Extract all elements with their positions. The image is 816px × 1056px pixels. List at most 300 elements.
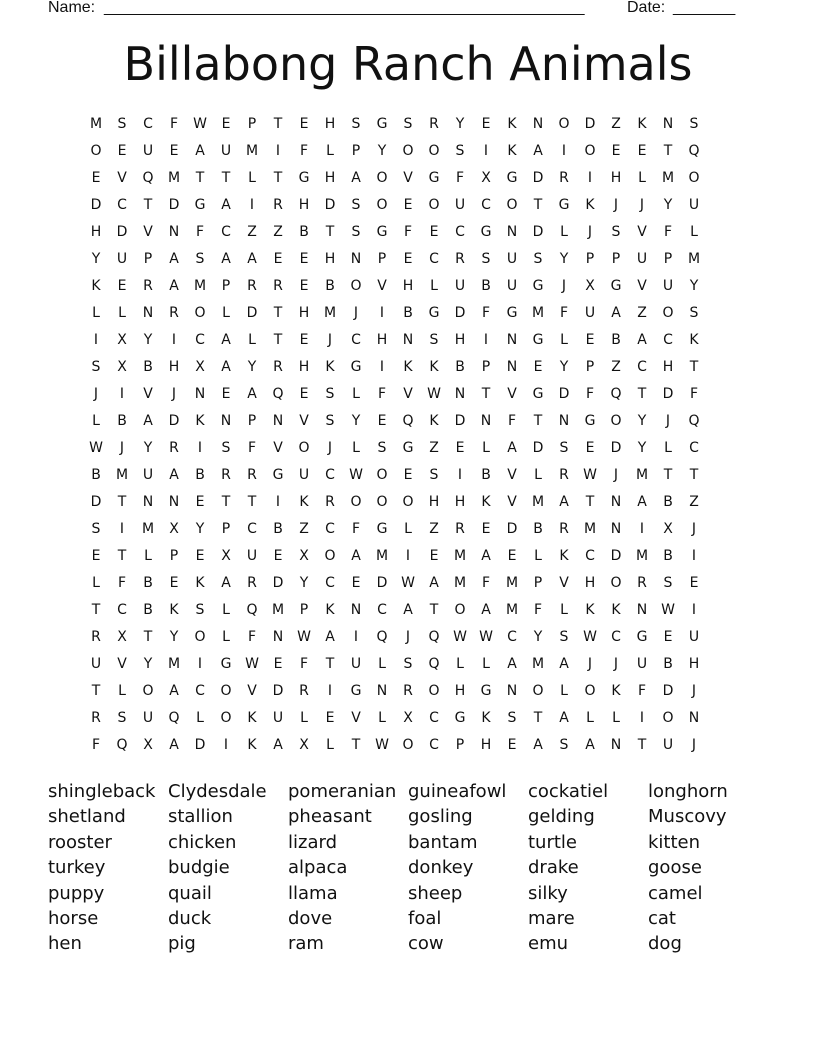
word-bank-item: guineafowl <box>408 781 507 802</box>
grid-letter: T <box>273 170 283 186</box>
grid-letter: N <box>662 116 674 132</box>
grid-letter: Y <box>559 359 569 375</box>
grid-letter: N <box>454 386 466 402</box>
grid-letter: R <box>91 629 101 645</box>
grid-letter: T <box>429 602 439 618</box>
grid-letter: G <box>194 197 206 213</box>
grid-letter: Y <box>559 251 569 267</box>
grid-letter: C <box>325 521 335 537</box>
grid-letter: J <box>665 413 671 429</box>
grid-letter: W <box>193 116 207 132</box>
grid-letter: D <box>506 521 518 537</box>
word-bank-item: camel <box>648 882 703 904</box>
word-bank-item: gosling <box>408 806 473 828</box>
grid-letter: E <box>169 143 179 159</box>
grid-letter: U <box>298 467 310 483</box>
grid-letter: Q <box>272 386 284 402</box>
grid-letter: G <box>402 440 414 456</box>
grid-letter: O <box>610 575 622 591</box>
grid-letter: I <box>119 521 125 537</box>
grid-letter: P <box>221 521 231 537</box>
grid-letter: E <box>403 251 413 267</box>
grid-letter: G <box>350 359 362 375</box>
grid-letter: A <box>169 251 179 267</box>
word-bank-item: goose <box>648 857 702 879</box>
grid-letter: I <box>171 332 177 348</box>
grid-letter: W <box>453 629 467 645</box>
grid-letter: C <box>429 251 439 267</box>
grid-letter: S <box>117 116 127 132</box>
grid-letter: W <box>583 467 597 483</box>
grid-letter: T <box>195 170 205 186</box>
grid-letter: K <box>247 710 257 726</box>
grid-letter: D <box>246 305 258 321</box>
word-bank-item: puppy <box>48 882 105 904</box>
grid-letter: F <box>663 224 673 240</box>
grid-letter: G <box>350 683 362 699</box>
grid-letter: R <box>559 467 569 483</box>
grid-letter: L <box>326 737 334 753</box>
grid-letter: E <box>585 440 595 456</box>
grid-letter: C <box>195 683 205 699</box>
grid-letter: S <box>221 440 231 456</box>
grid-letter: V <box>377 278 387 294</box>
grid-letter: I <box>275 494 281 510</box>
grid-letter: Z <box>689 494 699 510</box>
grid-letter: B <box>117 413 127 429</box>
grid-letter: P <box>169 548 179 564</box>
word-bank-item: lizard <box>288 831 337 853</box>
grid-letter: V <box>143 386 153 402</box>
grid-letter: R <box>91 710 101 726</box>
grid-letter: I <box>93 332 99 348</box>
grid-letter: E <box>273 548 283 564</box>
grid-letter: B <box>143 602 153 618</box>
grid-row <box>83 705 733 732</box>
grid-row <box>83 597 733 624</box>
grid-letter: E <box>637 143 647 159</box>
grid-letter: D <box>90 197 102 213</box>
grid-letter: N <box>610 737 622 753</box>
grid-letter: X <box>481 170 491 186</box>
word-bank-item: pig <box>168 933 196 955</box>
grid-letter: M <box>453 575 467 591</box>
grid-letter: C <box>507 629 517 645</box>
grid-letter: I <box>691 548 697 564</box>
grid-letter: Z <box>429 521 439 537</box>
grid-letter: J <box>119 440 125 456</box>
grid-letter: W <box>401 575 415 591</box>
grid-letter: G <box>532 332 544 348</box>
grid-letter: M <box>687 251 701 267</box>
grid-letter: F <box>533 602 543 618</box>
word-bank-item: hen <box>48 933 82 955</box>
grid-letter: F <box>351 521 361 537</box>
grid-letter: T <box>273 305 283 321</box>
grid-letter: E <box>195 548 205 564</box>
grid-letter: P <box>455 737 465 753</box>
grid-letter: C <box>429 737 439 753</box>
grid-letter: W <box>583 629 597 645</box>
grid-letter: O <box>428 143 440 159</box>
grid-letter: E <box>429 548 439 564</box>
grid-letter: T <box>689 359 699 375</box>
grid-letter: Z <box>611 359 621 375</box>
grid-letter: A <box>637 494 647 510</box>
grid-letter: G <box>220 656 232 672</box>
grid-letter: E <box>299 386 309 402</box>
grid-letter: X <box>663 521 673 537</box>
grid-letter: C <box>195 332 205 348</box>
grid-letter: X <box>117 629 127 645</box>
grid-letter: E <box>299 251 309 267</box>
grid-letter: O <box>142 683 154 699</box>
grid-letter: V <box>403 386 413 402</box>
grid-letter: L <box>300 710 308 726</box>
grid-letter: H <box>298 197 310 213</box>
grid-letter: X <box>299 548 309 564</box>
grid-letter: M <box>531 494 545 510</box>
grid-letter: O <box>194 305 206 321</box>
grid-letter: S <box>325 386 335 402</box>
grid-letter: G <box>272 467 284 483</box>
grid-letter: B <box>403 305 413 321</box>
grid-letter: Y <box>247 359 257 375</box>
grid-letter: I <box>197 656 203 672</box>
grid-letter: D <box>116 224 128 240</box>
grid-letter: S <box>611 224 621 240</box>
word-bank-item: drake <box>528 857 579 879</box>
grid-letter: E <box>299 332 309 348</box>
grid-letter: A <box>429 575 439 591</box>
grid-row <box>83 462 733 489</box>
grid-letter: O <box>90 143 102 159</box>
page-title: Billabong Ranch Animals <box>123 37 693 91</box>
word-bank-item: pomeranian <box>288 781 397 802</box>
grid-letter: T <box>143 629 153 645</box>
grid-letter: O <box>584 683 596 699</box>
grid-letter: O <box>428 197 440 213</box>
grid-letter: C <box>637 359 647 375</box>
grid-letter: K <box>585 602 595 618</box>
grid-letter: Y <box>637 413 647 429</box>
grid-letter: B <box>663 548 673 564</box>
grid-letter: T <box>533 413 543 429</box>
grid-letter: J <box>93 386 99 402</box>
grid-letter: M <box>167 656 181 672</box>
grid-letter: D <box>454 305 466 321</box>
grid-letter: A <box>221 359 231 375</box>
grid-letter: S <box>91 521 101 537</box>
grid-letter: Q <box>116 737 128 753</box>
grid-letter: E <box>299 278 309 294</box>
grid-letter: J <box>327 332 333 348</box>
grid-letter: J <box>613 467 619 483</box>
word-bank-item: pheasant <box>288 806 372 828</box>
grid-letter: E <box>351 575 361 591</box>
grid-letter: N <box>506 332 518 348</box>
name-blank-line: ______________________________________________________ <box>104 0 585 16</box>
grid-letter: G <box>428 305 440 321</box>
grid-letter: L <box>430 278 438 294</box>
grid-letter: I <box>119 386 125 402</box>
grid-letter: P <box>299 602 309 618</box>
grid-letter: N <box>350 251 362 267</box>
grid-letter: H <box>454 332 466 348</box>
grid-letter: O <box>298 440 310 456</box>
grid-letter: A <box>351 170 361 186</box>
grid-letter: L <box>586 710 594 726</box>
grid-letter: F <box>403 224 413 240</box>
grid-letter: F <box>169 116 179 132</box>
grid-letter: N <box>532 116 544 132</box>
grid-letter: U <box>142 710 154 726</box>
grid-letter: R <box>273 197 283 213</box>
word-bank-item: turkey <box>48 857 106 879</box>
grid-letter: Z <box>611 116 621 132</box>
grid-letter: B <box>663 656 673 672</box>
grid-letter: L <box>144 548 152 564</box>
grid-letter: H <box>168 359 180 375</box>
grid-letter: K <box>429 413 439 429</box>
grid-letter: E <box>481 116 491 132</box>
grid-letter: L <box>222 602 230 618</box>
grid-letter: C <box>247 521 257 537</box>
grid-letter: Y <box>195 521 205 537</box>
grid-letter: O <box>402 143 414 159</box>
grid-letter: R <box>143 278 153 294</box>
grid-letter: G <box>376 521 388 537</box>
grid-letter: P <box>611 251 621 267</box>
grid-letter: F <box>299 656 309 672</box>
grid-letter: E <box>377 413 387 429</box>
word-bank-item: ram <box>288 933 324 955</box>
grid-letter: F <box>195 224 205 240</box>
grid-row <box>83 381 733 408</box>
grid-letter: P <box>247 116 257 132</box>
grid-letter: N <box>610 494 622 510</box>
grid-letter: G <box>298 170 310 186</box>
grid-letter: R <box>169 440 179 456</box>
grid-letter: O <box>350 278 362 294</box>
grid-letter: H <box>402 278 414 294</box>
grid-letter: L <box>560 683 568 699</box>
grid-letter: Y <box>143 440 153 456</box>
grid-letter: O <box>662 710 674 726</box>
grid-letter: Q <box>688 143 700 159</box>
grid-letter: D <box>662 386 674 402</box>
grid-letter: K <box>507 143 517 159</box>
grid-letter: D <box>662 683 674 699</box>
grid-letter: J <box>613 656 619 672</box>
grid-letter: E <box>273 656 283 672</box>
word-bank-item: quail <box>168 882 212 904</box>
grid-letter: G <box>532 278 544 294</box>
grid-row <box>83 624 733 651</box>
grid-letter: A <box>247 251 257 267</box>
grid-letter: Z <box>299 521 309 537</box>
word-bank-item: chicken <box>168 831 237 853</box>
grid-letter: F <box>91 737 101 753</box>
grid-letter: T <box>689 467 699 483</box>
grid-letter: N <box>194 386 206 402</box>
grid-letter: R <box>169 305 179 321</box>
grid-letter: V <box>351 710 361 726</box>
grid-letter: E <box>117 278 127 294</box>
grid-letter: M <box>661 170 675 186</box>
grid-letter: N <box>220 413 232 429</box>
word-bank-row <box>48 906 788 931</box>
grid-letter: S <box>117 710 127 726</box>
grid-row <box>83 165 733 192</box>
grid-letter: Y <box>299 575 309 591</box>
word-bank-item: budgie <box>168 857 230 879</box>
grid-letter: T <box>273 116 283 132</box>
grid-letter: N <box>142 305 154 321</box>
grid-letter: M <box>583 521 597 537</box>
grid-letter: V <box>299 413 309 429</box>
grid-letter: Q <box>402 413 414 429</box>
grid-letter: L <box>92 413 100 429</box>
grid-letter: V <box>507 494 517 510</box>
grid-letter: Y <box>533 629 543 645</box>
grid-letter: R <box>429 116 439 132</box>
grid-letter: D <box>454 413 466 429</box>
word-bank-item: donkey <box>408 857 474 879</box>
date-blank-line: _______ <box>673 0 736 16</box>
grid-letter: F <box>637 683 647 699</box>
grid-letter: B <box>299 224 309 240</box>
grid-letter: H <box>428 494 440 510</box>
grid-letter: H <box>662 359 674 375</box>
grid-letter: L <box>118 305 126 321</box>
grid-letter: X <box>143 737 153 753</box>
grid-letter: L <box>664 440 672 456</box>
grid-letter: N <box>610 521 622 537</box>
grid-letter: R <box>273 359 283 375</box>
grid-letter: I <box>587 170 593 186</box>
word-bank-item: shetland <box>48 806 126 828</box>
grid-letter: W <box>297 629 311 645</box>
grid-letter: S <box>195 251 205 267</box>
word-bank-item: dog <box>648 933 682 955</box>
grid-letter: C <box>377 602 387 618</box>
grid-letter: T <box>663 467 673 483</box>
grid-letter: V <box>559 575 569 591</box>
grid-letter: K <box>481 710 491 726</box>
grid-row <box>83 408 733 435</box>
grid-letter: E <box>195 494 205 510</box>
grid-letter: E <box>533 359 543 375</box>
grid-letter: A <box>481 548 491 564</box>
grid-letter: X <box>585 278 595 294</box>
grid-letter: R <box>455 521 465 537</box>
grid-letter: D <box>584 116 596 132</box>
grid-letter: D <box>168 197 180 213</box>
grid-letter: M <box>635 548 649 564</box>
grid-letter: I <box>457 467 463 483</box>
grid-letter: J <box>405 629 411 645</box>
grid-letter: M <box>271 602 285 618</box>
grid-letter: L <box>560 332 568 348</box>
grid-letter: J <box>587 656 593 672</box>
grid-letter: B <box>325 278 335 294</box>
grid-letter: L <box>118 683 126 699</box>
grid-letter: D <box>610 548 622 564</box>
grid-letter: L <box>378 656 386 672</box>
grid-letter: A <box>221 197 231 213</box>
grid-letter: O <box>688 170 700 186</box>
grid-letter: P <box>143 251 153 267</box>
grid-letter: Y <box>377 143 387 159</box>
grid-letter: A <box>169 683 179 699</box>
grid-row <box>83 273 733 300</box>
letter-grid <box>83 111 733 759</box>
grid-letter: C <box>585 548 595 564</box>
grid-letter: T <box>247 494 257 510</box>
grid-letter: U <box>454 278 466 294</box>
grid-letter: O <box>428 683 440 699</box>
grid-row <box>83 570 733 597</box>
grid-letter: G <box>610 278 622 294</box>
grid-letter: L <box>222 629 230 645</box>
grid-letter: R <box>247 467 257 483</box>
grid-letter: G <box>428 170 440 186</box>
grid-letter: F <box>689 386 699 402</box>
grid-letter: U <box>350 656 362 672</box>
grid-letter: S <box>377 440 387 456</box>
grid-letter: S <box>689 116 699 132</box>
grid-letter: E <box>273 251 283 267</box>
grid-letter: O <box>376 197 388 213</box>
grid-letter: L <box>482 656 490 672</box>
grid-letter: M <box>167 170 181 186</box>
grid-letter: T <box>533 197 543 213</box>
grid-letter: U <box>220 143 232 159</box>
grid-letter: E <box>585 332 595 348</box>
grid-letter: W <box>479 629 493 645</box>
grid-letter: R <box>273 278 283 294</box>
grid-letter: T <box>221 170 231 186</box>
grid-letter: R <box>247 575 257 591</box>
grid-row <box>83 543 733 570</box>
grid-letter: L <box>534 467 542 483</box>
grid-letter: U <box>506 251 518 267</box>
word-bank-item: rooster <box>48 831 112 853</box>
grid-letter: P <box>351 143 361 159</box>
grid-letter: N <box>558 413 570 429</box>
grid-letter: L <box>482 440 490 456</box>
grid-letter: D <box>376 575 388 591</box>
grid-letter: U <box>90 656 102 672</box>
grid-letter: M <box>635 467 649 483</box>
grid-letter: E <box>663 629 673 645</box>
grid-letter: U <box>662 278 674 294</box>
grid-letter: A <box>143 413 153 429</box>
grid-letter: A <box>169 278 179 294</box>
grid-letter: O <box>532 683 544 699</box>
grid-letter: R <box>455 251 465 267</box>
grid-letter: A <box>481 602 491 618</box>
word-bank-row <box>48 855 788 880</box>
grid-letter: K <box>507 116 517 132</box>
grid-letter: B <box>143 575 153 591</box>
grid-letter: O <box>610 413 622 429</box>
grid-letter: M <box>375 548 389 564</box>
grid-letter: G <box>506 170 518 186</box>
word-bank-item: stallion <box>168 806 233 828</box>
grid-letter: J <box>561 278 567 294</box>
